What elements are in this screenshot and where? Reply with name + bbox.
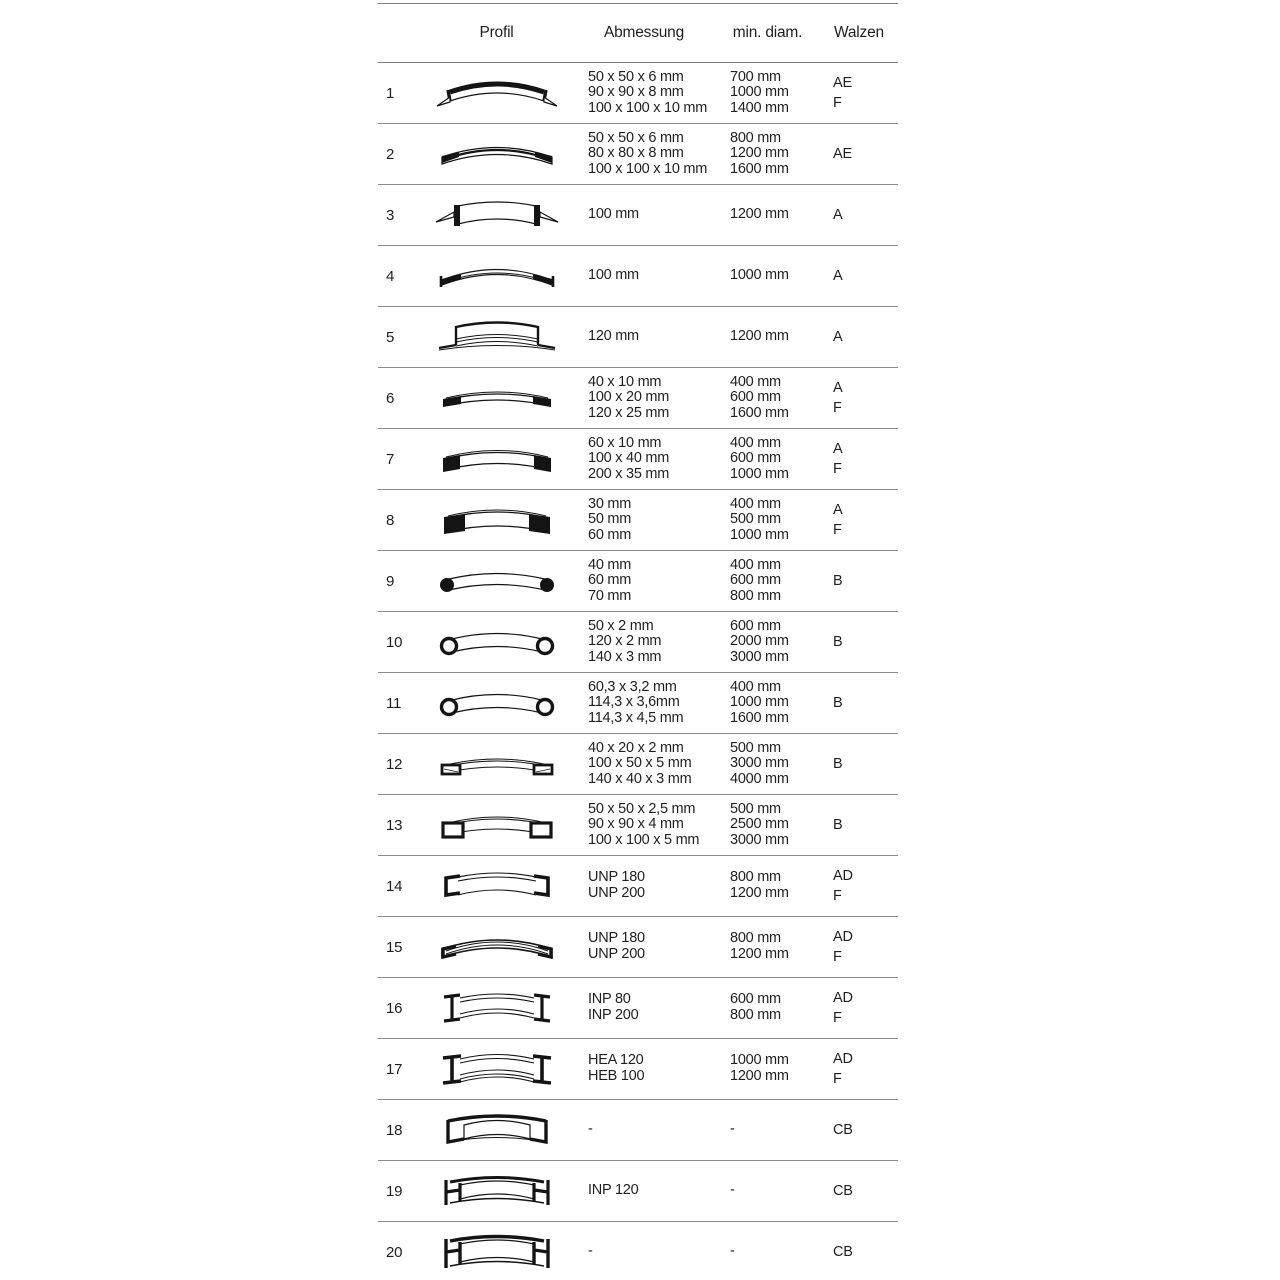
round-tube-profile-icon <box>434 620 560 664</box>
cell-line: 120 x 25 mm <box>588 404 670 421</box>
dimensions-cell <box>573 375 715 422</box>
table-header <box>378 4 898 63</box>
cell-line: 2000 mm <box>730 633 789 650</box>
min-diameter-cell <box>715 931 820 962</box>
cell-line: 50 x 50 x 2,5 mm <box>588 800 696 817</box>
cell-line: 800 mm <box>730 129 781 146</box>
min-diameter-cell <box>715 268 820 284</box>
dimensions-cell <box>573 1053 715 1084</box>
cell-line: 800 mm <box>730 587 781 604</box>
table-row <box>378 124 898 185</box>
cell-line: UNP 200 <box>588 946 645 962</box>
cell-line: A <box>833 502 843 518</box>
profile-drawing-cell <box>420 1230 573 1274</box>
dimensions-cell <box>573 931 715 962</box>
cell-line: 1200 mm <box>730 1068 789 1084</box>
dimensions-cell <box>573 558 715 605</box>
profile-drawing-cell <box>420 315 573 359</box>
table-row <box>378 1039 898 1100</box>
cell-line: 500 mm <box>730 511 781 528</box>
cell-line: B <box>833 634 843 650</box>
row-number: 11 <box>386 694 402 712</box>
cell-line: 50 x 50 x 6 mm <box>588 129 684 146</box>
cell-line: 120 mm <box>588 328 639 345</box>
rollers-cell <box>820 266 898 286</box>
row-number: 12 <box>386 755 403 773</box>
table-row <box>378 429 898 490</box>
row-number: 3 <box>386 206 395 224</box>
hat-channel-profile-icon <box>434 315 560 359</box>
rollers-cell <box>820 1049 898 1089</box>
cell-line: A <box>833 268 843 284</box>
rollers-cell <box>820 754 898 774</box>
row-number: 19 <box>386 1182 403 1200</box>
cell-line: 800 mm <box>730 930 781 947</box>
cell-line: HEA 120 <box>588 1052 644 1069</box>
cell-line: 120 x 2 mm <box>588 633 662 650</box>
cell-line: 60,3 x 3,2 mm <box>588 678 677 695</box>
min-diameter-cell <box>715 375 820 422</box>
row-number: 8 <box>386 511 395 529</box>
cell-line: 114,3 x 3,6mm <box>588 694 680 711</box>
dimensions-cell <box>573 497 715 544</box>
cell-line: 1000 mm <box>730 526 789 543</box>
cell-line: 600 mm <box>730 617 781 634</box>
cell-line: B <box>833 695 843 711</box>
row-number: 10 <box>386 633 403 651</box>
profile-drawing-cell <box>420 681 573 725</box>
cell-line: AE <box>833 75 852 91</box>
cell-line: 500 mm <box>730 800 781 817</box>
min-diameter-cell <box>715 131 820 178</box>
cell-line: 600 mm <box>730 450 781 467</box>
cell-line: 114,3 x 4,5 mm <box>588 709 684 726</box>
inp-beam-hard-profile-icon <box>434 1169 560 1213</box>
cell-line: INP 80 <box>588 991 631 1008</box>
min-diameter-cell <box>715 1053 820 1084</box>
cell-line: 40 x 10 mm <box>588 373 662 390</box>
cell-line: 400 mm <box>730 434 781 451</box>
row-number: 16 <box>386 999 403 1017</box>
cell-line: B <box>833 573 843 589</box>
cell-line: 3000 mm <box>730 831 789 848</box>
cell-line: A <box>833 380 843 396</box>
rollers-cell <box>820 500 898 540</box>
rollers-cell <box>820 815 898 835</box>
profile-table <box>378 3 898 1280</box>
rect-tube-profile-icon <box>434 742 560 786</box>
cell-line: 1000 mm <box>730 267 789 284</box>
dimensions-cell <box>573 619 715 666</box>
profile-drawing-cell <box>420 1047 573 1091</box>
cell-line: HEB 100 <box>588 1068 645 1084</box>
inp-beam-profile-icon <box>434 986 560 1030</box>
min-diameter-cell <box>715 680 820 727</box>
cell-line: F <box>833 1010 842 1026</box>
cell-line: 100 x 50 x 5 mm <box>588 755 692 772</box>
cell-line: F <box>833 888 842 904</box>
cell-line: F <box>833 1071 842 1087</box>
cell-line: 600 mm <box>730 991 781 1008</box>
rollers-cell <box>820 632 898 652</box>
cell-line: 1000 mm <box>730 465 789 482</box>
table-row <box>378 63 898 124</box>
min-diameter-cell <box>715 619 820 666</box>
cell-line: 3000 mm <box>730 755 789 772</box>
table-row <box>378 1222 898 1280</box>
dimensions-cell <box>573 329 715 345</box>
min-diameter-cell <box>715 802 820 849</box>
col-header-walzen: Walzen <box>834 24 884 41</box>
profile-drawing-cell <box>420 437 573 481</box>
profile-drawing-cell <box>420 986 573 1030</box>
round-bar-profile-icon <box>434 559 560 603</box>
t-bar-leg-in-profile-icon <box>434 254 560 298</box>
cell-line: AD <box>833 868 853 884</box>
dimensions-cell <box>573 680 715 727</box>
row-number: 4 <box>386 267 395 285</box>
row-number: 1 <box>386 84 395 102</box>
cell-line: 140 x 40 x 3 mm <box>588 770 692 787</box>
dimensions-cell <box>573 1244 715 1260</box>
unp-channel-legs-profile-icon <box>434 864 560 908</box>
cell-line: F <box>833 461 842 477</box>
cell-line: 140 x 3 mm <box>588 648 662 665</box>
rollers-cell <box>820 866 898 906</box>
table-row <box>378 246 898 307</box>
cell-line: 800 mm <box>730 1007 781 1023</box>
dimensions-cell <box>573 741 715 788</box>
cell-line: 1600 mm <box>730 160 789 177</box>
cell-line: 700 mm <box>730 68 781 85</box>
rollers-cell <box>820 327 898 347</box>
cell-line: INP 120 <box>588 1182 639 1199</box>
profile-drawing-cell <box>420 803 573 847</box>
cell-line: CB <box>833 1122 853 1138</box>
min-diameter-cell <box>715 70 820 117</box>
cell-line: 400 mm <box>730 373 781 390</box>
cell-line: 1000 mm <box>730 694 789 711</box>
cell-line: 90 x 90 x 8 mm <box>588 84 684 101</box>
cell-line: - <box>730 1243 735 1260</box>
table-row <box>378 978 898 1039</box>
rollers-cell <box>820 988 898 1028</box>
cell-line: 100 x 100 x 10 mm <box>588 160 708 177</box>
cell-line: CB <box>833 1244 853 1260</box>
table-row <box>378 1100 898 1161</box>
cell-line: 40 x 20 x 2 mm <box>588 739 684 756</box>
cell-line: - <box>588 1243 593 1260</box>
cell-line: 50 x 2 mm <box>588 617 654 634</box>
cell-line: 100 x 40 mm <box>588 450 670 467</box>
table-row <box>378 185 898 246</box>
rollers-cell <box>820 73 898 113</box>
cell-line: 80 x 80 x 8 mm <box>588 145 684 162</box>
dimensions-cell <box>573 436 715 483</box>
square-tube-profile-icon <box>434 803 560 847</box>
cell-line: 400 mm <box>730 556 781 573</box>
rollers-cell <box>820 439 898 479</box>
min-diameter-cell <box>715 1122 820 1138</box>
table-row <box>378 917 898 978</box>
unp-channel-flat-profile-icon <box>434 925 560 969</box>
table-row <box>378 612 898 673</box>
dimensions-cell <box>573 992 715 1023</box>
table-row <box>378 673 898 734</box>
min-diameter-cell <box>715 870 820 901</box>
cell-line: 60 mm <box>588 526 632 543</box>
profile-drawing-cell <box>420 1108 573 1152</box>
cell-line: 1200 mm <box>730 946 789 962</box>
cell-line: 3000 mm <box>730 648 789 665</box>
profile-drawing-cell <box>420 71 573 115</box>
profile-drawing-cell <box>420 925 573 969</box>
rollers-cell <box>820 378 898 418</box>
flat-bar-thin-profile-icon <box>434 376 560 420</box>
cell-line: A <box>833 329 843 345</box>
dimensions-cell <box>573 1183 715 1199</box>
col-header-abmessung: Abmessung <box>603 24 685 41</box>
table-row <box>378 856 898 917</box>
cell-line: - <box>730 1182 735 1199</box>
profile-drawing-cell <box>420 620 573 664</box>
hea-beam-profile-icon <box>434 1047 560 1091</box>
col-header-min-diam: min. diam. <box>732 24 803 41</box>
cell-line: 1000 mm <box>730 84 789 101</box>
cell-line: 400 mm <box>730 678 781 695</box>
row-number: 14 <box>386 877 403 895</box>
rollers-cell <box>820 927 898 967</box>
cell-line: 600 mm <box>730 389 781 406</box>
cell-line: 100 mm <box>588 267 639 284</box>
dimensions-cell <box>573 207 715 223</box>
profile-drawing-cell <box>420 254 573 298</box>
rollers-cell <box>820 1120 898 1140</box>
cell-line: 4000 mm <box>730 770 789 787</box>
cell-line: UNP 200 <box>588 885 645 901</box>
cell-line: A <box>833 207 843 223</box>
table-row <box>378 307 898 368</box>
cell-line: AE <box>833 146 852 162</box>
cell-line: 1400 mm <box>730 99 789 116</box>
cell-line: 1000 mm <box>730 1052 789 1069</box>
profile-drawing-cell <box>420 559 573 603</box>
cell-line: F <box>833 522 842 538</box>
rollers-cell <box>820 693 898 713</box>
cell-line: 500 mm <box>730 739 781 756</box>
rollers-cell <box>820 144 898 164</box>
cell-line: 1200 mm <box>730 206 789 223</box>
profile-drawing-cell <box>420 498 573 542</box>
angle-leg-out-profile-icon <box>434 71 560 115</box>
cell-line: 400 mm <box>730 495 781 512</box>
cell-line: UNP 180 <box>588 930 645 947</box>
angle-leg-in-profile-icon <box>434 132 560 176</box>
cell-line: 800 mm <box>730 869 781 886</box>
u-channel-open-profile-icon <box>434 1108 560 1152</box>
row-number: 18 <box>386 1121 403 1139</box>
cell-line: 60 x 10 mm <box>588 434 662 451</box>
row-number: 9 <box>386 572 395 590</box>
flat-bar-mid-profile-icon <box>434 437 560 481</box>
min-diameter-cell <box>715 436 820 483</box>
row-number: 6 <box>386 389 395 407</box>
cell-line: AD <box>833 1051 853 1067</box>
cell-line: INP 200 <box>588 1007 639 1023</box>
cell-line: 1200 mm <box>730 328 789 345</box>
cell-line: 40 mm <box>588 556 632 573</box>
cell-line: 100 x 100 x 5 mm <box>588 831 700 848</box>
row-number: 20 <box>386 1243 403 1261</box>
profile-drawing-cell <box>420 376 573 420</box>
cell-line: 100 mm <box>588 206 639 223</box>
cell-line: 600 mm <box>730 572 781 589</box>
rollers-cell <box>820 1242 898 1262</box>
cell-line: 50 mm <box>588 511 632 528</box>
profile-drawing-cell <box>420 193 573 237</box>
profile-drawing-cell <box>420 742 573 786</box>
cell-line: 100 x 20 mm <box>588 389 670 406</box>
row-number: 2 <box>386 145 395 163</box>
cell-line: F <box>833 95 842 111</box>
cell-line: 200 x 35 mm <box>588 465 670 482</box>
cell-line: AD <box>833 929 853 945</box>
cell-line: 1200 mm <box>730 145 789 162</box>
rollers-cell <box>820 205 898 225</box>
cell-line: UNP 180 <box>588 869 645 886</box>
cell-line: 90 x 90 x 4 mm <box>588 816 684 833</box>
min-diameter-cell <box>715 992 820 1023</box>
h-beam-hard-profile-icon <box>434 1230 560 1274</box>
table-row <box>378 795 898 856</box>
cell-line: 30 mm <box>588 495 632 512</box>
row-number: 15 <box>386 938 403 956</box>
t-bar-leg-out-profile-icon <box>434 193 560 237</box>
cell-line: F <box>833 400 842 416</box>
dimensions-cell <box>573 70 715 117</box>
cell-line: 50 x 50 x 6 mm <box>588 68 684 85</box>
cell-line: B <box>833 817 843 833</box>
col-header-profil: Profil <box>479 24 514 41</box>
cell-line: - <box>730 1121 735 1138</box>
row-number: 5 <box>386 328 395 346</box>
cell-line: - <box>588 1121 593 1138</box>
cell-line: 1600 mm <box>730 404 789 421</box>
row-number: 7 <box>386 450 395 468</box>
dimensions-cell <box>573 870 715 901</box>
rollers-cell <box>820 1181 898 1201</box>
cell-line: CB <box>833 1183 853 1199</box>
row-number: 13 <box>386 816 403 834</box>
cell-line: 1600 mm <box>730 709 789 726</box>
dimensions-cell <box>573 268 715 284</box>
round-tube-profile-icon <box>434 681 560 725</box>
cell-line: AD <box>833 990 853 1006</box>
min-diameter-cell <box>715 741 820 788</box>
profile-drawing-cell <box>420 132 573 176</box>
min-diameter-cell <box>715 329 820 345</box>
cell-line: F <box>833 949 842 965</box>
profile-drawing-cell <box>420 864 573 908</box>
cell-line: A <box>833 441 843 457</box>
min-diameter-cell <box>715 207 820 223</box>
min-diameter-cell <box>715 1183 820 1199</box>
cell-line: 60 mm <box>588 572 632 589</box>
row-number: 17 <box>386 1060 403 1078</box>
flat-bar-thick-profile-icon <box>434 498 560 542</box>
cell-line: 1200 mm <box>730 885 789 901</box>
cell-line: 70 mm <box>588 587 632 604</box>
table-row <box>378 1161 898 1222</box>
rollers-cell <box>820 571 898 591</box>
min-diameter-cell <box>715 1244 820 1260</box>
min-diameter-cell <box>715 558 820 605</box>
table-row <box>378 490 898 551</box>
cell-line: 100 x 100 x 10 mm <box>588 99 708 116</box>
cell-line: B <box>833 756 843 772</box>
table-row <box>378 551 898 612</box>
dimensions-cell <box>573 131 715 178</box>
min-diameter-cell <box>715 497 820 544</box>
dimensions-cell <box>573 1122 715 1138</box>
table-row <box>378 734 898 795</box>
dimensions-cell <box>573 802 715 849</box>
table-body <box>378 63 898 1280</box>
profile-drawing-cell <box>420 1169 573 1213</box>
cell-line: 2500 mm <box>730 816 789 833</box>
table-row <box>378 368 898 429</box>
